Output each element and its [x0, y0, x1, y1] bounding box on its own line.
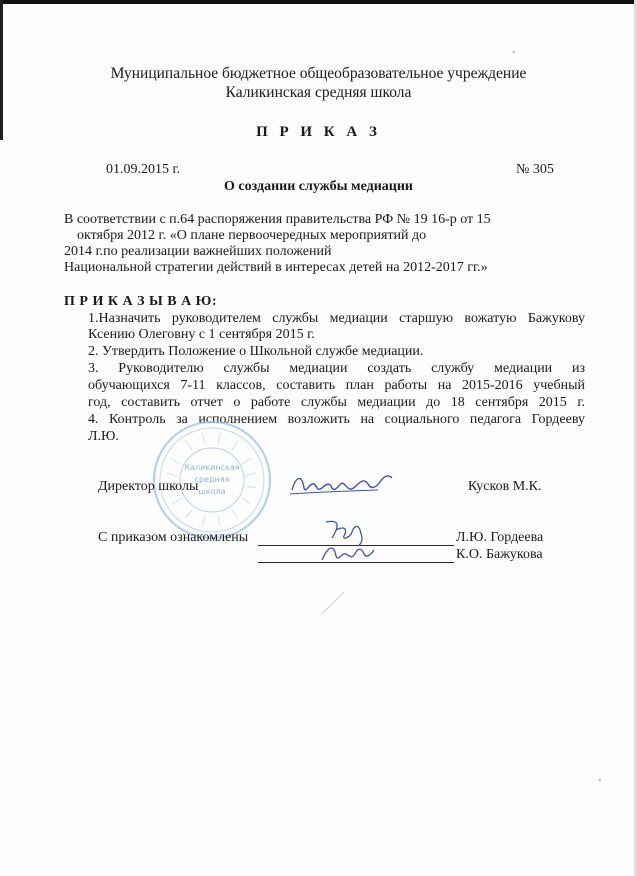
stamp-text-line2: средняя [194, 475, 230, 484]
bazhukova-signature [318, 538, 378, 566]
stamp-text-line3: школа [198, 487, 226, 496]
org-name-line1: Муниципальное бюджетное общеобразовательное учреждение [110, 65, 527, 82]
directive-heading: П Р И К А З Ы В А Ю: [64, 294, 218, 309]
order-title: П Р И К А З [256, 124, 381, 140]
order-number: № 305 [516, 162, 554, 177]
acquainted-name-1: Л.Ю. Гордеева [456, 530, 544, 545]
item3-line1: 3. Руководителю службы медиации создать службу медиации из [88, 361, 585, 376]
acquainted-label: С приказом ознакомлены [98, 530, 249, 545]
item1-line2: Ксению Олеговну с 1 сентября 2015 г. [88, 327, 315, 342]
preamble-line4: Национальной стратегии действий в интересах детей на 2012-2017 гг.» [64, 260, 488, 275]
director-name: Кусков М.К. [468, 479, 542, 494]
order-date: 01.09.2015 г. [106, 162, 181, 177]
item3-line2: обучающихся 7-11 классов, составить план работы на 2015-2016 учебный [88, 378, 585, 393]
director-signature [286, 464, 396, 500]
scan-artifact-dot: • [512, 48, 516, 59]
preamble-line3: 2014 г.по реализации важнейших положений [64, 244, 332, 259]
scan-edge-top [0, 0, 637, 4]
acquainted-name-2: К.О. Бажукова [456, 547, 543, 562]
org-name-line2: Каликинская средняя школа [225, 84, 412, 101]
item1-line1: 1.Назначить руководителем службы медиации старшую вожатую Бажукову [88, 311, 585, 326]
item3-line3: год, составить отчет о работе службы медиации до 18 сентября 2015 г. [88, 395, 585, 410]
item4-line2: Л.Ю. [88, 429, 119, 444]
scan-artifact-mark [318, 588, 348, 618]
preamble-line1: В соответствии с п.64 распоряжения правительства РФ № 19 16-р от 15 [64, 212, 491, 227]
item4-line1: 4. Контроль за исполнением возложить на социального педагога Гордееву [88, 412, 585, 427]
item2: 2. Утвердить Положение о Школьной службе медиации. [88, 344, 424, 359]
scan-artifact-dot-2: • [598, 776, 602, 787]
order-subject: О создании службы медиации [224, 179, 413, 194]
stamp-text-line1: Каликинская [184, 463, 240, 472]
director-label: Директор школы [98, 479, 199, 494]
preamble-line2: октября 2012 г. «О плане первоочередных мероприятий до [77, 228, 427, 243]
